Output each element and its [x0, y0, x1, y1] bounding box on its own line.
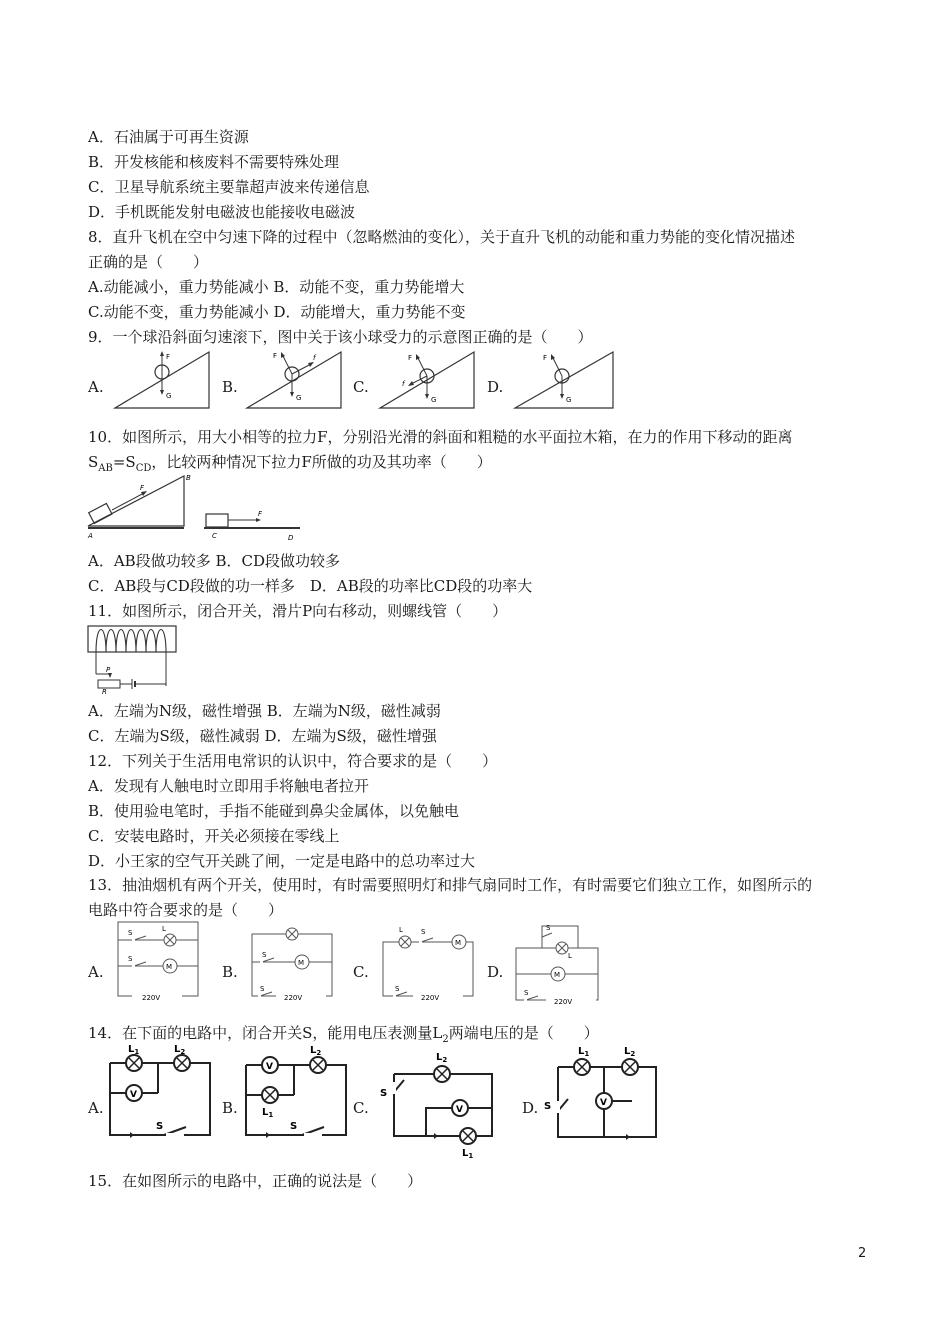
q10-force-f-flat: F: [258, 510, 263, 518]
q14b-voltmeter-label: V: [266, 1062, 273, 1072]
q11-resistor-r-label: R: [102, 688, 107, 694]
q14-label-b: B.: [222, 1099, 238, 1117]
q9-label-d: D.: [487, 378, 504, 396]
q14c-l1-label: $L_1$: [462, 1148, 474, 1160]
q9-label-c: C.: [353, 378, 369, 396]
q9-figure-b: [245, 348, 345, 412]
q13-stem-line1: 13．抽油烟机有两个开关，使用时，有时需要照明灯和排气扇同时工作，有时需要它们独立工作，如图所示的: [88, 876, 813, 894]
q14a-switch-label: S: [156, 1121, 164, 1132]
q13d-switch2-label: S: [524, 989, 529, 997]
q7-option-b: B．开发核能和核废料不需要特殊处理: [88, 153, 340, 171]
q14b-switch-label: S: [290, 1121, 298, 1132]
q13-circuit-d: [512, 918, 604, 1006]
q13d-voltage-label: 220V: [554, 998, 573, 1006]
q10-point-a: A: [88, 532, 93, 540]
q14-circuit-a: [104, 1045, 216, 1141]
q13-label-b: B.: [222, 963, 238, 981]
q13d-switch1-label: S: [546, 924, 551, 932]
q7-option-c: C．卫星导航系统主要靠超声波来传递信息: [88, 178, 370, 196]
q13b-switch2-label: S: [260, 985, 265, 993]
q9a-force-f-label: F: [166, 353, 171, 361]
q14a-voltmeter-label: V: [130, 1090, 137, 1100]
q14-label-c: C.: [353, 1099, 369, 1117]
q9b-force-g-label: G: [296, 394, 302, 402]
q13-label-d: D.: [487, 963, 504, 981]
q9-label-a: A.: [88, 378, 104, 396]
q11-options-ab: A．左端为N级，磁性增强 B．左端为N级，磁性减弱: [88, 702, 441, 720]
q8-options-ab: A.动能减小，重力势能减小 B．动能不变，重力势能增大: [88, 278, 465, 296]
q7-option-a: A．石油属于可再生资源: [88, 128, 249, 146]
q13a-lamp-label: L: [162, 925, 166, 933]
q11-slider-p-label: P: [106, 666, 111, 674]
q11-stem: 11．如图所示，闭合开关，滑片P向右移动，则螺线管（ ）: [88, 602, 508, 620]
q13b-motor-label: M: [298, 959, 305, 967]
q14d-switch-label: S: [544, 1101, 552, 1112]
q13c-switch1-label: S: [421, 928, 426, 936]
q9-stem: 9．一个球沿斜面匀速滚下，图中关于该小球受力的示意图正确的是（ ）: [88, 328, 593, 346]
q14-label-d: D.: [522, 1099, 539, 1117]
q11-figure: [84, 622, 184, 694]
q9c-friction-label: f: [402, 380, 405, 388]
q13c-motor-label: M: [455, 939, 462, 947]
q9b-friction-label: f: [313, 354, 316, 362]
page-number: 2: [858, 1246, 867, 1261]
q14d-voltmeter-label: V: [600, 1098, 607, 1108]
q10-options-ab: A．AB段做功较多 B．CD段做功较多: [88, 552, 340, 570]
q13-circuit-a: [112, 920, 204, 1002]
q12-option-a: A．发现有人触电时立即用手将触电者拉开: [88, 777, 369, 795]
q7-option-d: D．手机既能发射电磁波也能接收电磁波: [88, 203, 356, 221]
q14d-l2-label: $L_2$: [624, 1046, 636, 1058]
q13d-motor-label: M: [554, 971, 561, 979]
q10-stem-line1: 10．如图所示，用大小相等的拉力F，分别沿光滑的斜面和粗糙的水平面拉木箱，在力的作用下移动的距离: [88, 428, 793, 446]
q10-stem-line2: $S_{AB}=S_{CD}$，比较两种情况下拉力F所做的功及其功率（ ）: [88, 453, 492, 474]
q8-options-cd: C.动能不变，重力势能减小 D．动能增大，重力势能不变: [88, 303, 466, 321]
q14c-switch-label: S: [380, 1088, 388, 1099]
q13b-switch1-label: S: [262, 951, 267, 959]
q13c-switch2-label: S: [395, 985, 400, 993]
q14c-voltmeter-label: V: [456, 1105, 463, 1115]
q12-option-b: B．使用验电笔时，手指不能碰到鼻尖金属体，以免触电: [88, 802, 460, 820]
q12-option-c: C．安装电路时，开关必须接在零线上: [88, 827, 340, 845]
q13b-voltage-label: 220V: [284, 994, 303, 1002]
q14a-l2-label: $L_2$: [174, 1045, 186, 1056]
q13a-motor-label: M: [166, 963, 173, 971]
q9d-force-g-label: G: [566, 396, 572, 404]
q10-options-cd: C．AB段与CD段做的功一样多 D．AB段的功率比CD段的功率大: [88, 577, 533, 595]
q9-label-b: B.: [222, 378, 238, 396]
q14-circuit-b: [240, 1045, 352, 1141]
q9-figure-d: [513, 348, 617, 412]
q13-circuit-c: [377, 920, 479, 1002]
q14-circuit-d: [540, 1045, 664, 1141]
q13-circuit-b: [246, 920, 338, 1002]
q9c-force-g-label: G: [431, 396, 437, 404]
q13-label-c: C.: [353, 963, 369, 981]
q9c-force-f-label: F: [408, 354, 413, 362]
q15-stem: 15．在如图所示的电路中，正确的说法是（ ）: [88, 1172, 423, 1190]
q11-options-cd: C．左端为S级，磁性减弱 D．左端为S级，磁性增强: [88, 727, 437, 745]
q14-stem: 14．在下面的电路中，闭合开关S，能用电压表测量$L_2$两端电压的是（ ）: [88, 1024, 599, 1045]
q9-figure-c: [378, 348, 478, 412]
q14b-l2-label: $L_2$: [310, 1045, 322, 1057]
q9b-force-f-label: F: [273, 352, 278, 360]
q8-stem-line2: 正确的是（ ）: [88, 253, 209, 271]
q10-figure: [84, 472, 306, 542]
q14b-l1-label: $L_1$: [262, 1107, 274, 1119]
q10-force-f-incline: F: [140, 484, 145, 492]
q13d-lamp-label: L: [568, 952, 572, 960]
q14c-l2-label: $L_2$: [436, 1052, 448, 1064]
q14d-l1-label: $L_1$: [578, 1046, 590, 1058]
q12-stem: 12．下列关于生活用电常识的认识中，符合要求的是（ ）: [88, 752, 498, 770]
q13-stem-line2: 电路中符合要求的是（ ）: [88, 901, 284, 919]
q14a-l1-label: $L_1$: [128, 1045, 140, 1056]
q8-stem-line1: 8．直升飞机在空中匀速下降的过程中（忽略燃油的变化），关于直升飞机的动能和重力势能的变化情况描述: [88, 228, 796, 246]
q10-point-b: B: [186, 474, 191, 482]
q9d-force-f-label: F: [543, 354, 548, 362]
q14-circuit-c: [376, 1052, 500, 1164]
q10-point-c: C: [212, 532, 217, 540]
q13-label-a: A.: [88, 963, 104, 981]
q13a-switch2-label: S: [128, 955, 133, 963]
q13a-voltage-label: 220V: [142, 994, 161, 1002]
q13c-voltage-label: 220V: [421, 994, 440, 1002]
q13a-switch1-label: S: [128, 929, 133, 937]
q14-label-a: A.: [88, 1099, 104, 1117]
q10-point-d: D: [288, 534, 294, 542]
q12-option-d: D．小王家的空气开关跳了闸，一定是电路中的总功率过大: [88, 852, 476, 870]
q9-figure-a: [113, 348, 213, 412]
q13c-lamp-label: L: [399, 926, 403, 934]
q9a-force-g-label: G: [166, 392, 172, 400]
